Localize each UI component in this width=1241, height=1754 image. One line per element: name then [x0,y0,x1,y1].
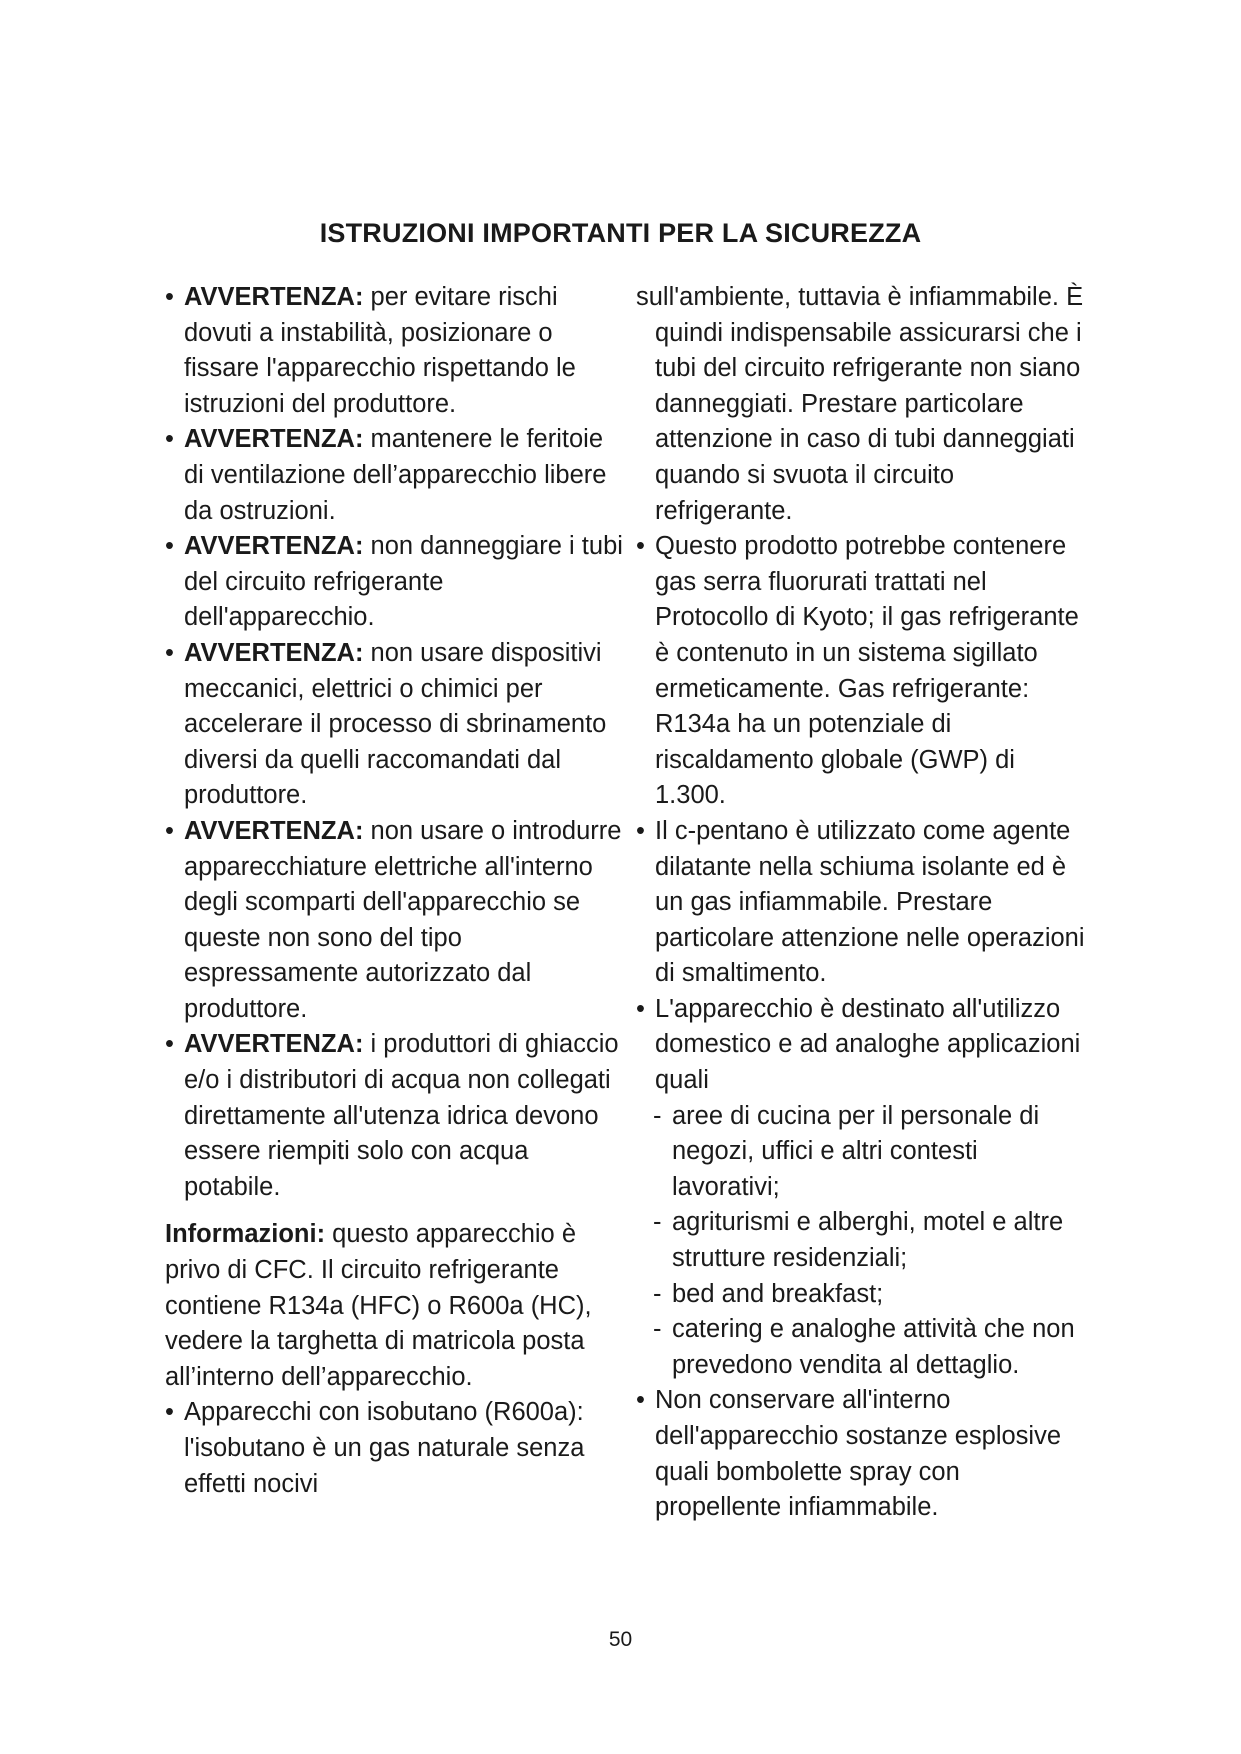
cpentane-item [636,814,1091,992]
dash-icon [653,1099,672,1135]
usage-sub-text: agriturismi e alberghi, motel e altre strutture residenziali; [672,1208,1064,1273]
warning-item [165,529,625,636]
isobutane-continuation [636,280,1091,529]
usage-item [636,992,1091,1099]
kyoto-text: Questo prodotto potrebbe contenere gas serra fluorurati trattati nel Protocollo di Kyoto; il gas refrigerante è contenuto in un sistema sigillato ermeticamente. Gas refrigerante: R134a ha un potenziale di riscaldamento globale (GWP) di 1.300. [655,532,1079,810]
warning-text: non danneggiare i tubi del circuito refrigerante dell'apparecchio. [184,532,623,632]
info-text: questo apparecchio è privo di CFC. Il circuito refrigerante contiene R134a (HFC) o R600a (HC), vedere la targhetta di matricola posta all’interno dell’apparecchio. [165,1220,592,1391]
usage-sub-item [636,1312,1091,1383]
cpentane-text: Il c-pentano è utilizzato come agente dilatante nella schiuma isolante ed è un gas infiammabile. Prestare particolare attenzione nelle operazioni di smaltimento. [655,816,1085,988]
usage-sub-item [636,1277,1091,1313]
bullet-icon [165,529,184,565]
bullet-icon [165,422,184,458]
usage-sub-text: aree di cucina per il personale di negozi, uffici e altri contesti lavorativi; [672,1101,1040,1201]
bullet-icon [165,1027,184,1063]
warning-item [165,1027,625,1205]
bullet-icon [636,529,655,565]
explosives-text: Non conservare all'interno dell'apparecchio sostanze esplosive quali bombolette spray con propellente infiammabile. [655,1386,1062,1522]
bullet-icon [636,1383,655,1419]
warning-text: mantenere le feritoie di ventilazione dell’apparecchio libere da ostruzioni. [184,425,607,525]
usage-sub-item [636,1205,1091,1276]
dash-icon [653,1277,672,1313]
isobutane-cont-text: sull'ambiente, tuttavia è infiammabile. È quindi indispensabile assicurarsi che i tubi del circuito refrigerante non siano danneggiati. Prestare particolare attenzione in caso di tubi danneggiati quando si svuota il circuito refrigerante. [636,283,1084,525]
left-column [165,280,625,1502]
dash-icon [653,1312,672,1348]
bullet-icon [165,1395,184,1431]
explosives-item [636,1383,1091,1525]
warning-item [165,280,625,422]
bullet-icon [165,280,184,316]
warning-label: AVVERTENZA: [184,1030,364,1059]
isobutane-item [165,1395,625,1502]
warning-label: AVVERTENZA: [184,532,364,561]
warning-label: AVVERTENZA: [184,816,364,845]
bullet-icon [636,814,655,850]
bullet-icon [165,814,184,850]
warning-label: AVVERTENZA: [184,638,364,667]
warning-item [165,636,625,814]
isobutane-text: Apparecchi con isobutano (R600a): l'isobutano è un gas naturale senza effetti nocivi [184,1398,585,1498]
warning-text: per evitare rischi dovuti a instabilità, posizionare o fissare l'apparecchio rispettando le istruzioni del produttore. [184,283,576,418]
info-label: Informazioni: [165,1220,326,1249]
warning-text: i produttori di ghiaccio e/o i distributori di acqua non collegati direttamente all'utenza idrica devono essere riempiti solo con acqua potabile. [184,1030,619,1201]
page-number: 50 [608,1628,633,1651]
dash-icon [653,1205,672,1241]
kyoto-item [636,529,1091,814]
usage-text: L'apparecchio è destinato all'utilizzo domestico e ad analoghe applicazioni quali [655,994,1081,1095]
page-title: ISTRUZIONI IMPORTANTI PER LA SICUREZZA [319,218,922,248]
info-paragraph [165,1217,625,1395]
warning-label: AVVERTENZA: [184,425,364,454]
usage-sub-text: bed and breakfast; [672,1279,884,1308]
warning-label: AVVERTENZA: [184,283,364,311]
warning-item [165,422,625,529]
usage-sub-text: catering e analoghe attività che non prevedono vendita al dettaglio. [672,1315,1075,1379]
warning-text: non usare dispositivi meccanici, elettrici o chimici per accelerare il processo di sbrinamento diversi da quelli raccomandati dal produttore. [184,638,607,810]
bullet-icon [165,636,184,672]
warning-text: non usare o introdurre apparecchiature elettriche all'interno degli scomparti dell'apparecchio se queste non sono del tipo espressamente autorizzato dal produttore. [184,816,622,1023]
warning-item [165,814,625,1028]
bullet-icon [636,992,655,1028]
right-column [636,280,1091,1526]
usage-sub-item [636,1099,1091,1206]
